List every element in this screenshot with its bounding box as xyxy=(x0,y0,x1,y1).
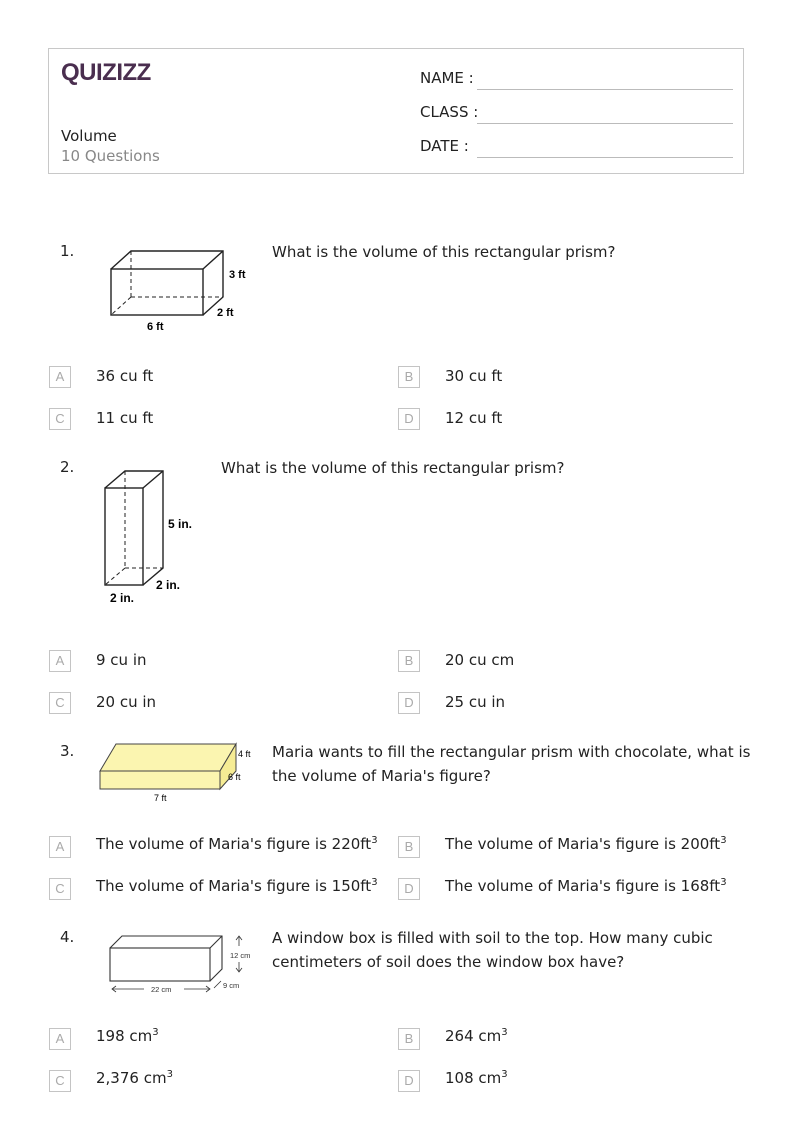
option-b-text[interactable]: 30 cu ft xyxy=(445,367,503,385)
question-text-line-1: A window box is filled with soil to the top. How many cubic xyxy=(272,929,713,947)
question-number: 2. xyxy=(60,458,75,476)
width-label: 22 cm xyxy=(151,985,172,994)
option-b-text[interactable]: 20 cu cm xyxy=(445,651,515,669)
height-label: 4 ft xyxy=(238,749,251,759)
depth-label: 2 in. xyxy=(156,578,181,592)
option-d-text[interactable]: 12 cu ft xyxy=(445,409,503,427)
question-number: 1. xyxy=(60,242,75,260)
date-field-line[interactable] xyxy=(477,157,733,158)
option-a-text[interactable]: 36 cu ft xyxy=(96,367,154,385)
question-number: 4. xyxy=(60,928,75,946)
option-a-text[interactable]: 9 cu in xyxy=(96,651,147,669)
width-label: 2 in. xyxy=(110,591,135,605)
option-d-box[interactable]: D xyxy=(398,692,420,714)
option-b-box[interactable]: B xyxy=(398,650,420,672)
question-text-line-1: Maria wants to fill the rectangular prism with chocolate, what is xyxy=(272,743,751,761)
option-a-box[interactable]: A xyxy=(49,836,71,858)
option-d-text[interactable]: The volume of Maria's figure is $168ft^3$ xyxy=(445,877,727,895)
width-label: 6 ft xyxy=(147,321,164,333)
option-a-box[interactable]: A xyxy=(49,366,71,388)
option-d-box[interactable]: D xyxy=(398,1070,420,1092)
height-label: 12 cm xyxy=(230,951,251,960)
option-c-box[interactable]: C xyxy=(49,1070,71,1092)
width-label: 7 ft xyxy=(154,793,167,803)
depth-label: 2 ft xyxy=(217,307,234,319)
option-d-box[interactable]: D xyxy=(398,878,420,900)
question-text: What is the volume of this rectangular prism? xyxy=(272,243,616,261)
option-b-box[interactable]: B xyxy=(398,1028,420,1050)
option-a-box[interactable]: A xyxy=(49,650,71,672)
question-number: 3. xyxy=(60,742,75,760)
option-b-box[interactable]: B xyxy=(398,366,420,388)
option-c-box[interactable]: C xyxy=(49,878,71,900)
option-d-text[interactable]: 25 cu in xyxy=(445,693,506,711)
class-field-line[interactable] xyxy=(477,123,733,124)
class-label: CLASS : xyxy=(420,103,479,121)
name-field-line[interactable] xyxy=(477,89,733,90)
option-c-text[interactable]: 11 cu ft xyxy=(96,409,154,427)
option-b-text[interactable]: 264 $cm^3$ xyxy=(445,1027,508,1045)
option-c-text[interactable]: The volume of Maria's figure is $150ft^3$ xyxy=(96,877,378,895)
worksheet-header xyxy=(48,48,744,174)
option-b-text[interactable]: The volume of Maria's figure is $200ft^3$ xyxy=(445,835,727,853)
worksheet-title: Volume xyxy=(61,127,117,145)
question-3-figure xyxy=(96,740,261,808)
option-c-box[interactable]: C xyxy=(49,408,71,430)
depth-label: 6 ft xyxy=(228,772,241,782)
question-text xyxy=(272,926,713,974)
question-text-line-2: centimeters of soil does the window box have? xyxy=(272,953,625,971)
question-text-line-2: the volume of Maria's figure? xyxy=(272,767,491,785)
option-a-box[interactable]: A xyxy=(49,1028,71,1050)
question-2-figure xyxy=(96,466,216,611)
option-c-text[interactable]: 20 cu in xyxy=(96,693,157,711)
question-text: What is the volume of this rectangular prism? xyxy=(221,459,565,477)
option-c-text[interactable]: 2,376 $cm^3$ xyxy=(96,1069,173,1087)
option-d-text[interactable]: 108 $cm^3$ xyxy=(445,1069,508,1087)
question-count: 10 Questions xyxy=(61,147,160,165)
depth-label: 9 cm xyxy=(223,981,240,990)
question-1-figure xyxy=(92,238,262,338)
date-label: DATE : xyxy=(420,137,469,155)
option-a-text[interactable]: The volume of Maria's figure is $220ft^3$ xyxy=(96,835,378,853)
height-label: 3 ft xyxy=(229,269,246,281)
option-a-text[interactable]: 198 $cm^3$ xyxy=(96,1027,159,1045)
question-text xyxy=(272,740,750,788)
question-4-figure xyxy=(100,930,260,1000)
height-label: 5 in. xyxy=(168,517,193,531)
option-c-box[interactable]: C xyxy=(49,692,71,714)
quizizz-logo: QUIZIZZ xyxy=(61,59,151,86)
option-b-box[interactable]: B xyxy=(398,836,420,858)
name-label: NAME : xyxy=(420,69,474,87)
option-d-box[interactable]: D xyxy=(398,408,420,430)
